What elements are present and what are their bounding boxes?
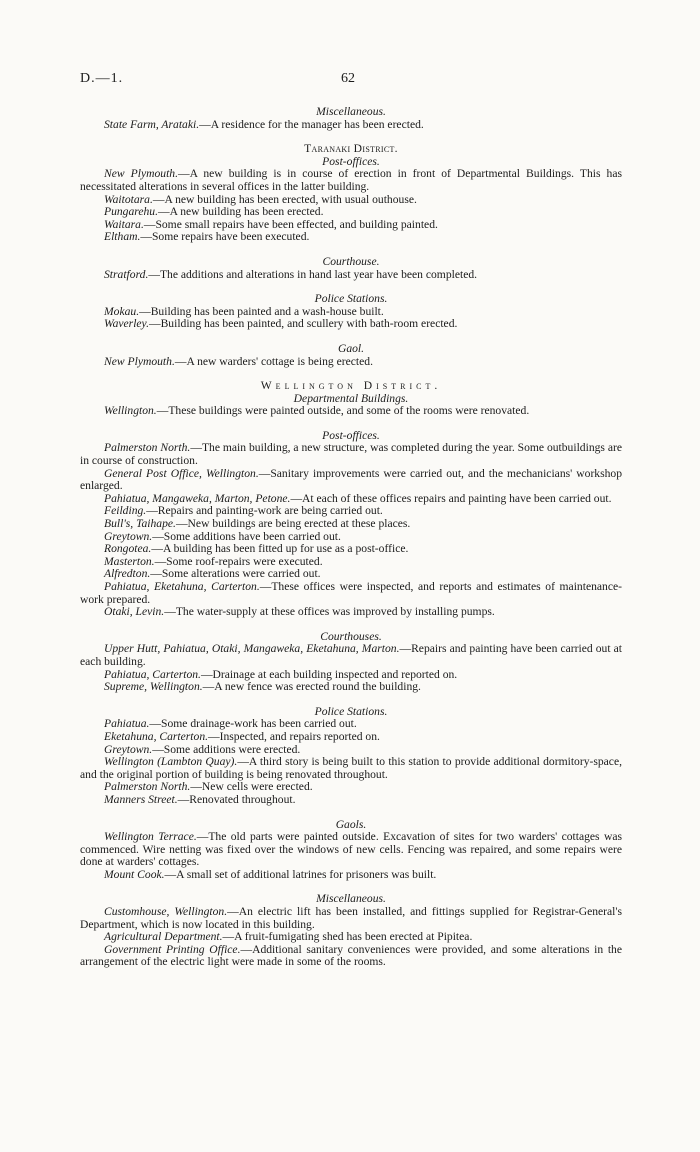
- entry-paragraph: [80, 442, 622, 467]
- entry-place: Wellington Terrace.: [104, 830, 197, 844]
- entry-text: —The water-supply at these offices was improved by installing pumps.: [164, 605, 495, 619]
- entry-text: —A new building is in course of erection in front of Departmental Buildings. This has necessitated alterations in several offices in the latter building.: [80, 167, 622, 193]
- entry-place: State Farm, Arataki.: [104, 117, 200, 131]
- entry-text: —A small set of additional latrines for prisoners was built.: [164, 867, 437, 881]
- document-body: [80, 106, 622, 969]
- district-heading: Taranaki District.: [304, 142, 398, 156]
- entry-text: —A new building has been erected.: [158, 205, 324, 219]
- entry-text: —Inspected, and repairs reported on.: [208, 729, 380, 743]
- entry-paragraph: [80, 468, 622, 493]
- entry-place: Pahiatua, Eketahuna, Carterton.: [104, 580, 260, 593]
- entry-place: Eketahuna, Carterton.: [104, 729, 209, 743]
- entry-text: —A new warders' cottage is being erected.: [174, 354, 373, 368]
- entry-text: —A third story is being built to this station to provide additional dormitory-space, and the original portion of building is being renovated throughout.: [80, 755, 623, 781]
- entry-text: —Repairs and painting-work are being carried out.: [146, 504, 383, 518]
- entry-place: Pahiatua, Carterton.: [104, 667, 201, 681]
- entry-place: General Post Office, Wellington.: [104, 466, 259, 480]
- entry-place: Bull's, Taihape.: [104, 517, 176, 531]
- entry-text: —Some repairs have been executed.: [140, 230, 310, 244]
- page-number: 62: [341, 71, 355, 86]
- entry-paragraph: [80, 794, 622, 807]
- section-heading: Police Stations.: [314, 704, 388, 718]
- entry-text: —Some roof-repairs were executed.: [154, 554, 323, 568]
- entry-place: Pahiatua.: [104, 717, 150, 731]
- section-heading: Post-offices.: [322, 154, 380, 168]
- entry-place: New Plymouth.: [104, 354, 175, 368]
- entry-text: —A new building has been erected, with usual outhouse.: [152, 192, 417, 206]
- entry-text: —New buildings are being erected at these places.: [175, 517, 411, 531]
- entry-text: —An electric lift has been installed, and fittings supplied for Registrar-General's Department, which is now located in this building.: [80, 905, 622, 931]
- page-header: [0, 73, 700, 89]
- entry-text: —These buildings were painted outside, and some of the rooms were renovated.: [156, 404, 530, 418]
- entry-place: Customhouse, Wellington.: [104, 905, 228, 919]
- entry-place: Alfredton.: [104, 567, 151, 581]
- section-heading: Gaol.: [337, 341, 365, 355]
- entry-place: Manners Street.: [104, 792, 178, 806]
- entry-place: Waitara.: [104, 217, 144, 231]
- document-reference: D.—1.: [80, 71, 124, 86]
- entry-paragraph: [80, 231, 622, 244]
- entry-paragraph: [80, 831, 622, 869]
- section-heading: Courthouses.: [320, 629, 382, 643]
- entry-place: Greytown.: [104, 529, 153, 543]
- entry-text: —Some additions were erected.: [152, 742, 301, 756]
- section-heading: Courthouse.: [322, 254, 380, 268]
- entry-place: Mokau.: [104, 304, 140, 318]
- entry-text: —The main building, a new structure, was completed during the year. Some outbuildings are in course of construction.: [80, 441, 622, 468]
- entry-paragraph: [80, 581, 622, 606]
- entry-text: —Drainage at each building inspected and reported on.: [200, 667, 458, 681]
- entry-paragraph: [80, 318, 622, 331]
- entry-text: —New cells were erected.: [190, 780, 313, 794]
- entry-place: Masterton.: [104, 554, 155, 568]
- section-heading: Post-offices.: [322, 428, 380, 442]
- entry-place: Upper Hutt, Pahiatua, Otaki, Mangaweka, Eketahuna, Marton.: [104, 642, 400, 656]
- entry-place: Stratford.: [104, 267, 149, 281]
- entry-paragraph: [80, 405, 622, 418]
- entry-text: —Building has been painted and a wash-house built.: [139, 304, 384, 318]
- entry-place: Wellington.: [104, 404, 157, 418]
- entry-place: Pahiatua, Mangaweka, Marton, Petone.: [104, 491, 291, 505]
- entry-text: —These offices were inspected, and reports and estimates of maintenance-work prepared.: [80, 580, 622, 606]
- entry-paragraph: [80, 681, 622, 694]
- entry-paragraph: [80, 119, 622, 132]
- entry-text: —A residence for the manager has been erected.: [199, 117, 424, 131]
- entry-paragraph: [80, 944, 622, 969]
- entry-paragraph: [80, 606, 622, 619]
- entry-paragraph: [80, 906, 622, 931]
- entry-text: —Some small repairs have been effected, and building painted.: [143, 217, 438, 231]
- entry-place: Pungarehu.: [104, 205, 158, 219]
- entry-place: Greytown.: [104, 742, 153, 756]
- section-heading: Police Stations.: [314, 292, 388, 306]
- entry-place: Government Printing Office.: [104, 942, 241, 956]
- entry-text: —Some drainage-work has been carried out.: [149, 717, 357, 731]
- entry-paragraph: [80, 756, 622, 781]
- entry-place: Waverley.: [104, 317, 149, 331]
- entry-text: —Renovated throughout.: [177, 792, 296, 806]
- entry-place: Feilding.: [104, 504, 147, 518]
- entry-paragraph: [80, 269, 622, 282]
- entry-text: —Some additions have been carried out.: [152, 529, 341, 543]
- section-gap: [80, 807, 622, 819]
- entry-place: Mount Cook.: [104, 867, 165, 881]
- section-gap: [80, 619, 622, 631]
- section-heading: Miscellaneous.: [316, 892, 386, 906]
- entry-text: —Repairs and painting have been carried out at each building.: [80, 642, 623, 668]
- entry-place: Rongotea.: [104, 542, 152, 556]
- entry-place: Waitotara.: [104, 192, 153, 206]
- section-gap: [80, 694, 622, 706]
- entry-place: Palmerston North.: [104, 441, 191, 455]
- entry-place: Eltham.: [104, 230, 141, 244]
- entry-text: —A fruit-fumigating shed has been erected at Pipitea.: [222, 930, 473, 944]
- entry-place: Agricultural Department.: [104, 930, 223, 944]
- entry-place: New Plymouth.: [104, 167, 178, 181]
- section-heading: Miscellaneous.: [316, 105, 386, 118]
- entry-text: —Sanitary improvements were carried out, and the mechanicians' workshop enlarged.: [80, 466, 623, 493]
- entry-text: —Some alterations were carried out.: [150, 567, 321, 581]
- entry-text: —The additions and alterations in hand last year have been completed.: [148, 267, 478, 281]
- entry-place: Supreme, Wellington.: [104, 680, 203, 694]
- entry-text: —At each of these offices repairs and painting have been carried out.: [290, 491, 612, 505]
- entry-text: —Building has been painted, and scullery with bath-room erected.: [148, 317, 458, 331]
- entry-paragraph: [80, 869, 622, 882]
- entry-paragraph: [80, 168, 622, 193]
- entry-text: —Additional sanitary conveniences were provided, and some alterations in the arrangement of the electric light were made in some of the rooms.: [80, 942, 622, 969]
- entry-place: Wellington (Lambton Quay).: [104, 755, 238, 769]
- entry-text: —A building has been fitted up for use as a post-office.: [151, 542, 409, 556]
- entry-place: Otaki, Levin.: [104, 605, 165, 619]
- entry-paragraph: [80, 356, 622, 369]
- entry-paragraph: [80, 643, 622, 668]
- section-heading: Gaols.: [335, 817, 367, 831]
- section-heading: Departmental Buildings.: [293, 391, 409, 405]
- district-heading: Wellington District.: [260, 379, 442, 393]
- entry-place: Palmerston North.: [104, 780, 191, 794]
- entry-text: —A new fence was erected round the building.: [202, 680, 421, 694]
- entry-text: —The old parts were painted outside. Excavation of sites for two warders' cottages was commenced. Wire netting was fixed over the windows of new cells. Fencing was repaired, and some repairs were done at warders' cottages.: [80, 830, 622, 869]
